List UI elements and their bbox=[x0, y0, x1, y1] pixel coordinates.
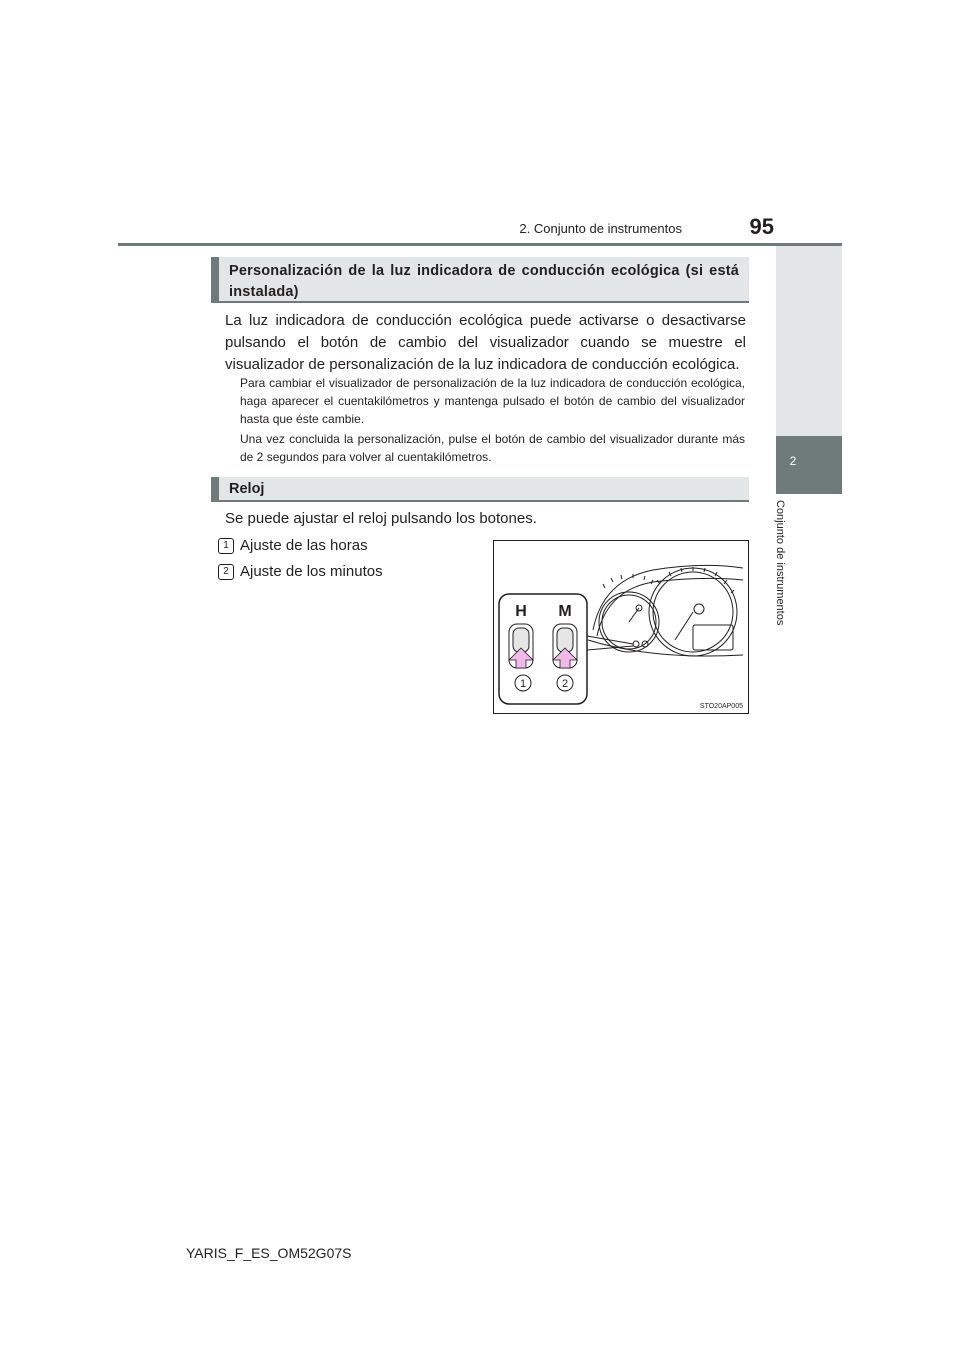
page-number: 95 bbox=[749, 214, 774, 239]
document-code: YARIS_F_ES_OM52G07S bbox=[186, 1245, 352, 1261]
item-label: Ajuste de las horas bbox=[240, 537, 368, 554]
chapter-title: Conjunto de instrumentos bbox=[774, 500, 786, 626]
clock-buttons-figure bbox=[493, 540, 749, 714]
chapter-title-vertical bbox=[774, 500, 800, 660]
running-header: 2. Conjunto de instrumentos bbox=[519, 221, 682, 236]
list-item bbox=[218, 536, 368, 556]
callout-number: 2 bbox=[561, 678, 569, 690]
note-paragraph: Una vez concluida la personalización, pulse el botón de cambio del visualizador durante más de 2 segundos para volver al cuentakilómetros. bbox=[240, 432, 745, 464]
chapter-number: 2 bbox=[789, 454, 797, 468]
callout-number: 1 bbox=[519, 678, 527, 690]
item-number-badge: 1 bbox=[218, 538, 234, 554]
section-heading-eco-light: Personalización de la luz indicadora de conducción ecológica (si está instalada) bbox=[211, 257, 749, 303]
side-tab-strip bbox=[776, 246, 842, 436]
section-body-clock: Se puede ajustar el reloj pulsando los botones. bbox=[225, 510, 537, 527]
note-paragraph: Para cambiar el visualizador de personalización de la luz indicadora de conducción ecológica, haga aparecer el cuentakilómetros y mantenga pulsado el botón de cambio del visualizador hasta que éste cambie. bbox=[240, 376, 745, 426]
minute-button-label: M bbox=[558, 603, 572, 620]
section-body-eco-light: La luz indicadora de conducción ecológica puede activarse o desactivarse pulsando el botón de cambio del visualizador cuando se muestre el visualizador de personalización de la luz indicadora de conducción ecológica. bbox=[225, 312, 746, 373]
section-heading-clock: Reloj bbox=[211, 477, 749, 502]
item-label: Ajuste de los minutos bbox=[240, 563, 383, 580]
list-item bbox=[218, 562, 383, 582]
item-number-badge: 2 bbox=[218, 564, 234, 580]
figure-code: STO20AP005 bbox=[699, 703, 743, 710]
hour-button-label: H bbox=[515, 603, 527, 620]
header-rule bbox=[118, 243, 842, 246]
